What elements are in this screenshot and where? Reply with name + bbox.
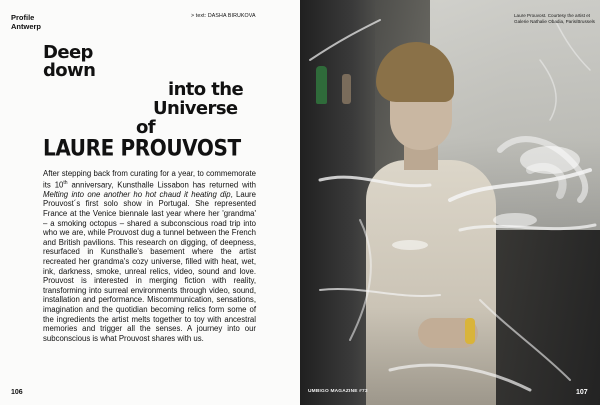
exhibition-title: Melting into one another ho hot chaud it heating dip [43,189,231,199]
title-line-5: of [136,117,155,138]
photo-caption: Laure Prouvost. Courtesy the artist et Galerie Nathalie Obadia, Paris/Brussels [514,13,595,24]
title-line-1: Deep [43,42,93,63]
section-label [11,13,41,31]
article-body [43,169,256,343]
title-line-artist-name: LAURE PROUVOST [43,134,241,162]
magazine-name: UMBIGO MAGAZINE #73 [308,389,368,394]
title-line-2: down [43,60,96,81]
artist-torso [366,160,496,405]
title-line-3: into the [168,79,244,100]
article-paragraph: After stepping back from curating for a year, to commemorate its 10th anniversary, Kunsthalle Lissabon has returned with Melting into one another ho hot chaud it heating dip, Laure Prouvost´s first solo show in Portugal. She represented France at the Venice biennale last year where her 'grandma' – a smoking octopus – shared a subconscious road trip into who we are, while Prouvost dug a tunnel between the French and British pavilions. This research on digging, of deepness, resurfaced in Kunsthalle's basement where the artist recreated her grandma's cozy universe, filled with heat, wet, ink, darkness, smoke, unreal relics, video, sound and love. Prouvost is interested in merging fiction with reality, transforming into surreal environments through video, sound, installation and performance. Miscommunication, sensations, imagination and the quotidian becoming relics form some of the ingredients the artist melts together to toy with ancestral memories and trigger all the senses. A journey into our subconscious is what Prouvost shares with us. [43,169,257,343]
page-number-left: 106 [11,389,23,396]
yellow-bracelet [465,318,475,344]
title-line-4: Universe [153,98,238,119]
section-location: Antwerp [11,22,41,31]
brown-bottle [342,74,351,104]
page-number-right: 107 [576,389,588,396]
green-bottle [316,66,327,104]
author-credit: > text: DASHA BIRUKOVA [191,13,256,19]
photo-page [300,0,600,405]
section-title: Profile [11,13,35,22]
background-shelf [300,0,375,405]
